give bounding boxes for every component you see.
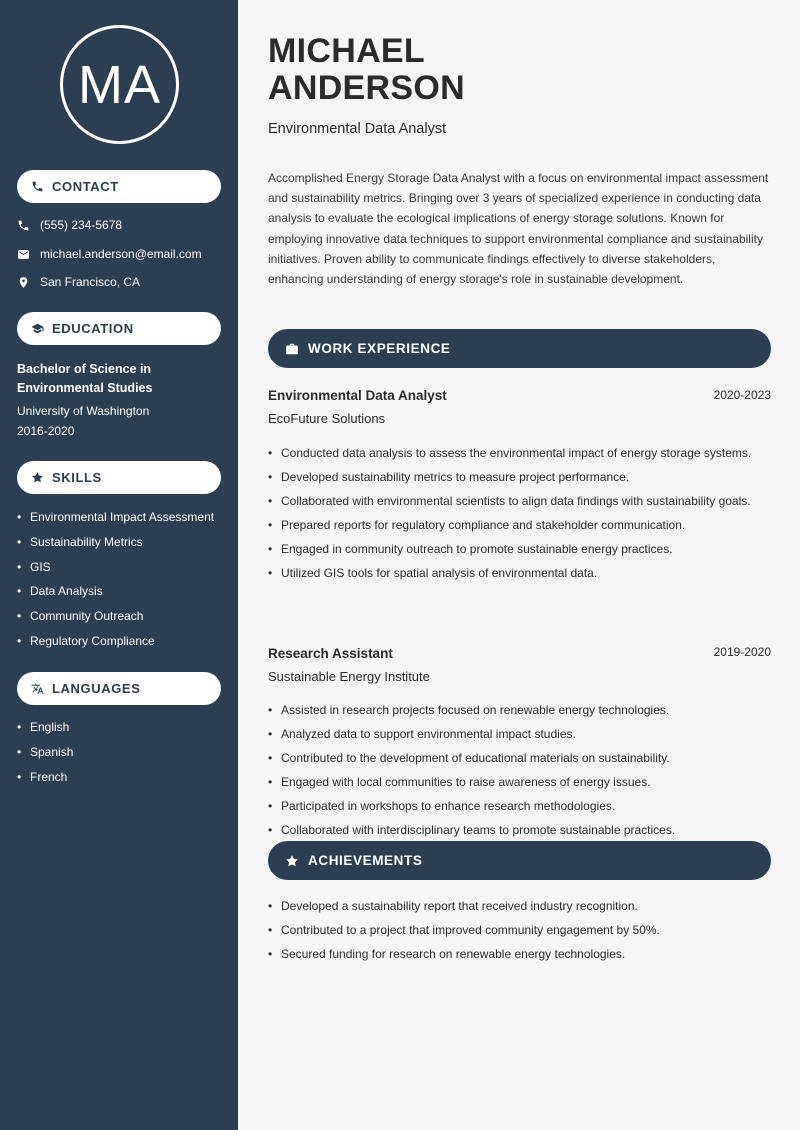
job-bullet: • Prepared reports for regulatory compliance and stakeholder communication. [268, 516, 758, 535]
star-icon [285, 854, 299, 868]
contact-location [17, 275, 140, 289]
language-item: • Spanish [17, 745, 73, 770]
first-name: MICHAEL [268, 32, 425, 70]
languages-heading [17, 672, 221, 705]
skills-heading [17, 461, 221, 494]
skills-heading-label: SKILLS [52, 470, 102, 485]
star-icon [31, 471, 44, 484]
job-bullet: • Collaborated with interdisciplinary teams to promote sustainable practices. [268, 821, 758, 840]
contact-email [17, 247, 202, 261]
phone-icon [17, 219, 30, 232]
skill-item: • Data Analysis [17, 584, 214, 609]
work-experience-heading [268, 329, 771, 368]
education-heading [17, 312, 221, 345]
education-school: University of Washington [17, 404, 150, 418]
monogram-avatar: MA [60, 25, 179, 144]
job-company: Sustainable Energy Institute [268, 669, 430, 684]
contact-heading-label: CONTACT [52, 179, 119, 194]
education-heading-label: EDUCATION [52, 321, 134, 336]
job-bullet: • Engaged in community outreach to promote sustainable energy practices. [268, 540, 758, 559]
job-bullet: • Conducted data analysis to assess the environmental impact of energy storage systems. [268, 444, 758, 463]
achievements-list [268, 897, 758, 969]
email-text: michael.anderson@email.com [40, 247, 202, 261]
phone-icon [31, 180, 44, 193]
job-dates: 2020-2023 [713, 388, 771, 402]
skill-item: • Regulatory Compliance [17, 634, 214, 659]
skill-item: • Community Outreach [17, 609, 214, 634]
sidebar [0, 0, 238, 1130]
location-text: San Francisco, CA [40, 275, 141, 289]
achievement-item: • Secured funding for research on renewable energy technologies. [268, 945, 758, 964]
skill-item: • Sustainability Metrics [17, 535, 214, 560]
job-dates: 2019-2020 [713, 645, 771, 659]
job-bullet: • Assisted in research projects focused on renewable energy technologies. [268, 701, 758, 720]
skills-list [17, 510, 214, 659]
job-bullet: • Analyzed data to support environmental impact studies. [268, 725, 758, 744]
full-name [268, 33, 465, 107]
language-item: • English [17, 720, 73, 745]
last-name: ANDERSON [268, 69, 465, 107]
briefcase-icon [285, 342, 299, 356]
skill-item: • Environmental Impact Assessment [17, 510, 214, 535]
phone-text: (555) 234-5678 [40, 218, 123, 232]
job-bullets [268, 701, 758, 845]
skill-item: • GIS [17, 560, 214, 585]
envelope-icon [17, 248, 30, 261]
job-bullet: • Utilized GIS tools for spatial analysis of environmental data. [268, 564, 758, 583]
work-experience-heading-label: WORK EXPERIENCE [308, 341, 451, 356]
map-pin-icon [17, 276, 30, 289]
job-bullet: • Participated in workshops to enhance research methodologies. [268, 797, 758, 816]
job-company: EcoFuture Solutions [268, 411, 386, 426]
job-title: Environmental Data Analyst [268, 388, 447, 403]
job-bullet: • Collaborated with environmental scientists to align data findings with sustainability goals. [268, 492, 758, 511]
job-bullet: • Engaged with local communities to raise awareness of energy issues. [268, 773, 758, 792]
languages-heading-label: LANGUAGES [52, 681, 141, 696]
job-title-header: Environmental Data Analyst [268, 121, 447, 137]
contact-heading [17, 170, 221, 203]
achievements-heading [268, 841, 771, 880]
contact-phone [17, 218, 122, 232]
languages-list [17, 720, 73, 794]
education-degree: Bachelor of Science in Environmental Studies [17, 362, 153, 395]
translate-icon [31, 682, 44, 695]
job-title: Research Assistant [268, 646, 393, 661]
job-bullet: • Contributed to the development of educational materials on sustainability. [268, 749, 758, 768]
summary-paragraph: Accomplished Energy Storage Data Analyst with a focus on environmental impact assessment and sustainability metrics. Bringing over 3 years of specialized experience in conducting data analysis to evaluate the ecological implications of energy storage solutions. Known for employing innovative data techniques to support environmental compliance and sustainability initiatives. Proven ability to communicate findings effectively to diverse stakeholders, enhancing understanding of energy storage's role in sustainable development. [268, 171, 769, 287]
education-years: 2016-2020 [17, 424, 75, 438]
language-item: • French [17, 770, 73, 795]
job-bullets [268, 444, 758, 588]
graduation-cap-icon [31, 322, 44, 335]
achievement-item: • Contributed to a project that improved community engagement by 50%. [268, 921, 758, 940]
achievements-heading-label: ACHIEVEMENTS [308, 853, 423, 868]
job-bullet: • Developed sustainability metrics to measure project performance. [268, 468, 758, 487]
achievement-item: • Developed a sustainability report that received industry recognition. [268, 897, 758, 916]
